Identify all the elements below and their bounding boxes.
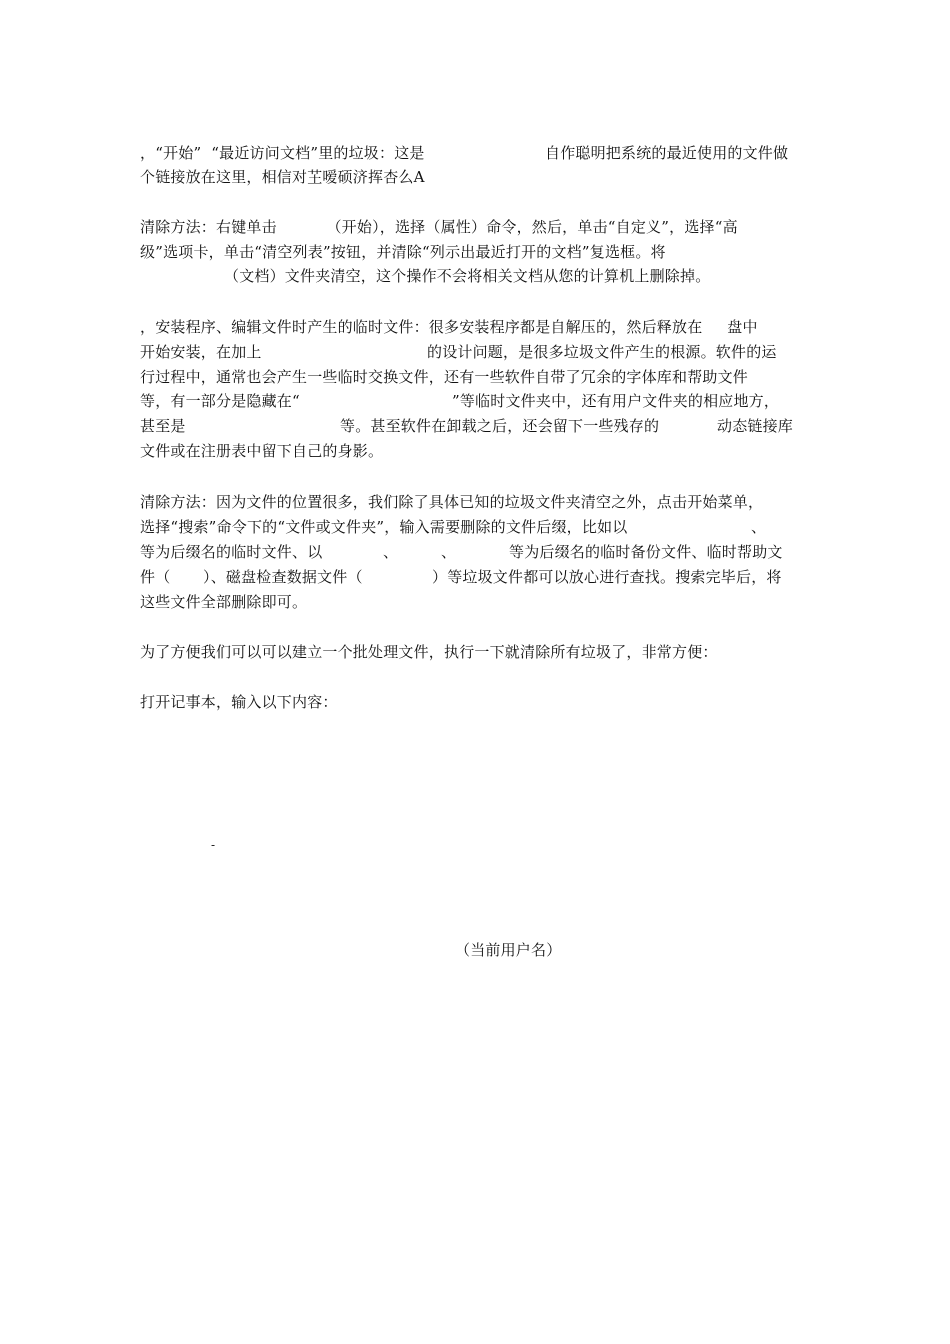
p4-line1: 清除方法：因为文件的位置很多，我们除了具体已知的垃圾文件夹清空之外，点击开始菜单， [140, 493, 764, 511]
p3-line4a: 等，有一部分是隐藏在“ [140, 392, 300, 410]
p3-line6: 文件或在注册表中留下自己的身影。 [140, 442, 384, 460]
p3-line5c: 动态链接库 [717, 417, 794, 435]
p2-line3: （文档）文件夹清空，这个操作不会将相关文档从您的计算机上删除掉。 [224, 267, 711, 285]
p4-line4a: 件（ [140, 568, 171, 586]
p3-line5a: 甚至是 [140, 417, 186, 435]
p6-line1: 打开记事本，输入以下内容： [140, 693, 338, 711]
p1-line2: 个链接放在这里，相信对芏嗳硕济挥杏么A [140, 168, 425, 186]
p4-line2b: 、 [751, 518, 767, 536]
p5-line1: 为了方便我们可以可以建立一个批处理文件，执行一下就清除所有垃圾了，非常方便： [140, 643, 718, 661]
p3-line2b: 的设计问题，是很多垃圾文件产生的根源。软件的运 [427, 343, 777, 361]
p3-line3: 行过程中，通常也会产生一些临时交换文件，还有一些软件自带了冗余的字体库和帮助文件 [140, 368, 749, 386]
p4-line4c: ）等垃圾文件都可以放心进行查找。搜索完毕后，将 [432, 568, 782, 586]
p4-line4b: ）、磁盘检查数据文件（ [203, 568, 363, 586]
p2-line2: 级”选项卡，单击“清空列表”按钮，并清除“列示出最近打开的文档”复选框。将 [140, 243, 666, 261]
p4-line3c: 、 [441, 543, 457, 561]
p2-line1: 清除方法：右键单击 （开始），选择（属性）命令，然后，单击“自定义”，选择“高 [140, 218, 738, 236]
dash-mark: - [211, 838, 216, 852]
p3-line4b: ”等临时文件夹中，还有用户文件夹的相应地方， [452, 392, 780, 410]
p4-line3b: 、 [383, 543, 399, 561]
p3-line5b: 等。甚至软件在卸载之后，还会留下一些残存的 [340, 417, 660, 435]
current-user-label: （当前用户名） [455, 941, 562, 959]
p4-line3d: 等为后缀名的临时备份文件、临时帮助文 [509, 543, 783, 561]
p4-line5: 这些文件全部删除即可。 [140, 593, 308, 611]
p4-line2a: 选择“搜索”命令下的“文件或文件夹”，输入需要删除的文件后缀，比如以 [140, 518, 628, 536]
p4-line3a: 等为后缀名的临时文件、以 [140, 543, 323, 561]
p3-line2a: 开始安装，在加上 [140, 343, 262, 361]
p1-line1a: ，“开始” “最近访问文档”里的垃圾：这是 [140, 144, 425, 162]
p3-line1: ，安装程序、编辑文件时产生的临时文件：很多安装程序都是自解压的，然后释放在 盘中 [140, 318, 758, 336]
p1-line1b: 自作聪明把系统的最近使用的文件做 [545, 144, 789, 162]
